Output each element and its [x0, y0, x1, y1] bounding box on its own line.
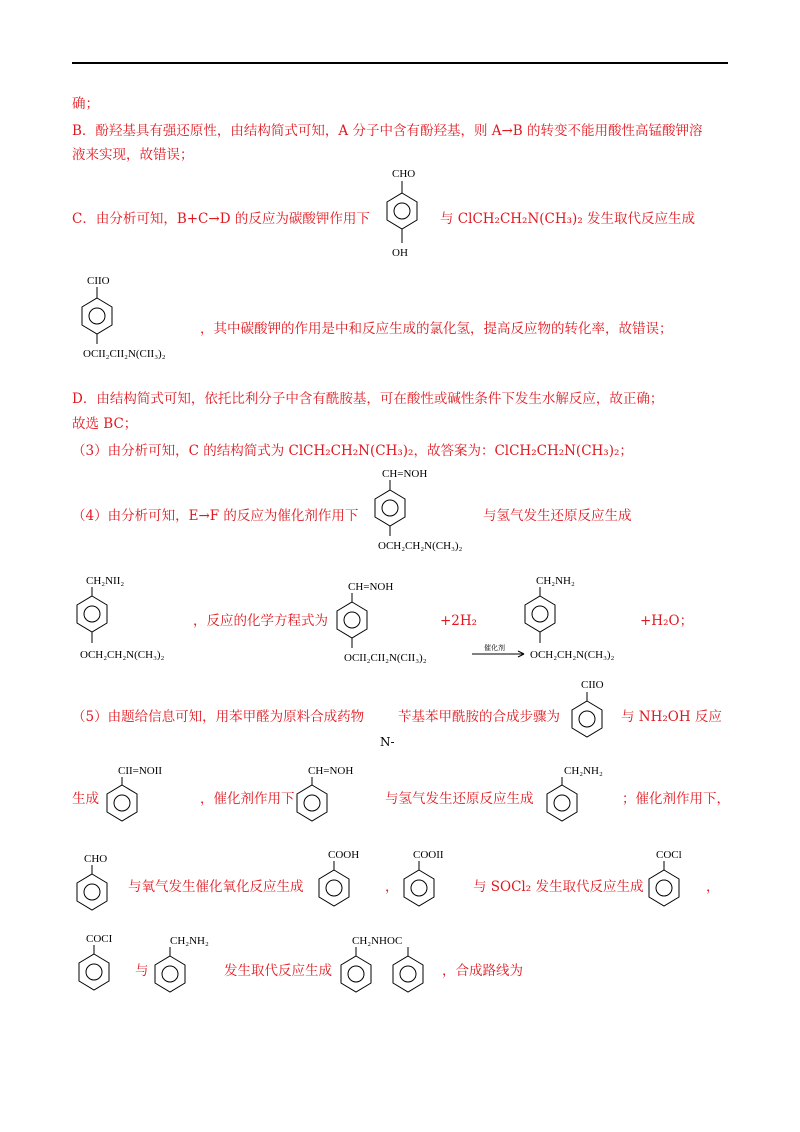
arrow-label: 催化剂	[484, 644, 505, 652]
text-line: C．由分析可知，B+C→D 的反应为碳酸钾作用下	[72, 211, 370, 227]
structure-oxime-ether	[368, 465, 488, 560]
structure-4-hydroxybenzaldehyde	[370, 163, 440, 268]
structure-benzoic-acid	[395, 846, 465, 916]
structure-benzaldoxime	[290, 760, 380, 830]
text-line: （5）由题给信息可知，用苯甲醛为原料合成药物	[72, 709, 365, 725]
text-line: B．酚羟基具有强还原性，由结构简式可知，A 分子中含有酚羟基，则 A→B 的转变不能用酸性高锰酸钾溶	[72, 123, 703, 139]
structure-benzaldoxime	[100, 760, 180, 830]
structure-benzylamine	[148, 930, 228, 1000]
label-oxime: CII=NOII	[118, 765, 163, 777]
label-oxime: CH=NOH	[348, 581, 394, 593]
structure-amine-ether	[70, 572, 200, 664]
text-line: ，催化剂作用下	[200, 791, 295, 807]
text-line: 与	[135, 963, 149, 979]
text-line: N-	[380, 735, 395, 749]
label-cocl: COCI	[86, 933, 113, 945]
text-line: +H₂O；	[640, 613, 694, 629]
structure-oxime-ether	[330, 578, 450, 668]
label-amine: CH₂NH₂	[170, 935, 209, 947]
structure-benzoic-acid	[310, 846, 380, 916]
structure-n-benzylbenzamide	[338, 930, 448, 1000]
structure-benzoyl-chloride	[70, 930, 140, 1000]
label-cho: CHO	[392, 168, 416, 180]
text-line: 与氢气发生还原反应生成	[385, 791, 534, 807]
text-line: +2H₂	[440, 613, 478, 629]
text-line: D．由结构简式可知，依托比利分子中含有酰胺基，可在酸性或碱性条件下发生水解反应，故正确；	[72, 391, 664, 407]
label-oh: OH	[392, 247, 408, 259]
text-line: ，反应的化学方程式为	[193, 613, 328, 629]
text-line: （4）由分析可知，E→F 的反应为催化剂作用下	[72, 508, 359, 524]
text-line: 与 SOCl₂ 发生取代反应生成	[473, 879, 644, 895]
label-ether: OCII₂CII₂N(CII₃)₂	[344, 652, 427, 664]
label-amine: CH₂NII₂	[86, 575, 125, 587]
label-cooh: COOH	[328, 849, 360, 861]
label-ether: OCII₂CII₂N(CII₃)₂	[83, 348, 166, 360]
text-line: 与 NH₂OH 反应	[621, 709, 722, 725]
text-line: 故选 BC；	[72, 416, 138, 432]
text-line: 苄基苯甲酰胺的合成步骤为	[398, 709, 560, 725]
text-line: ，	[706, 879, 720, 895]
text-line: ，其中碳酸钾的作用是中和反应生成的氯化氢，提高反应物的转化率，故错误；	[200, 321, 673, 337]
text-line: ，	[385, 879, 399, 895]
label-oxime: CH=NOH	[308, 765, 354, 777]
text-line: 生成	[72, 791, 99, 807]
structure-benzaldehyde	[70, 850, 130, 920]
header-rule	[72, 62, 728, 64]
label-ether: OCH₂CH₂N(CH₃)₂	[530, 649, 615, 661]
label-ether: OCH₂CH₂N(CH₃)₂	[378, 540, 463, 552]
label-cho: CHO	[84, 853, 108, 865]
label-cho: CIIO	[581, 679, 604, 691]
label-ether: OCH₂CH₂N(CH₃)₂	[80, 649, 165, 661]
label-oxime: CH=NOH	[382, 468, 428, 480]
text-line: （3）由分析可知，C 的结构简式为 ClCH₂CH₂N(CH₃)₂，故答案为：ClCH₂CH₂N(CH₃)₂；	[72, 443, 633, 459]
text-line: ；催化剂作用下，	[622, 791, 730, 807]
text-line: ，合成路线为	[442, 963, 523, 979]
structure-benzylamine	[540, 760, 620, 830]
text-line: 确；	[72, 96, 99, 112]
label-cho: CIIO	[87, 275, 110, 287]
text-line: 与 ClCH₂CH₂N(CH₃)₂ 发生取代反应生成	[440, 211, 696, 227]
text-line: 发生取代反应生成	[224, 963, 332, 979]
text-line: 与氧气发生催化氧化反应生成	[128, 879, 304, 895]
label-amine: CH₂NH₂	[536, 575, 575, 587]
structure-benzoyl-chloride	[640, 846, 710, 916]
structure-amine-ether	[518, 572, 648, 664]
label-amine: CH₂NH₂	[564, 765, 603, 777]
label-cocl: COCl	[656, 849, 682, 861]
label-cooh: COOII	[413, 849, 444, 861]
structure-benzaldehyde	[565, 676, 625, 746]
label-amide: CH₂NHOC	[352, 935, 403, 947]
text-line: 与氢气发生还原反应生成	[483, 508, 632, 524]
structure-aldehyde-ether	[75, 272, 205, 372]
text-line: 液来实现，故错误；	[72, 147, 194, 163]
